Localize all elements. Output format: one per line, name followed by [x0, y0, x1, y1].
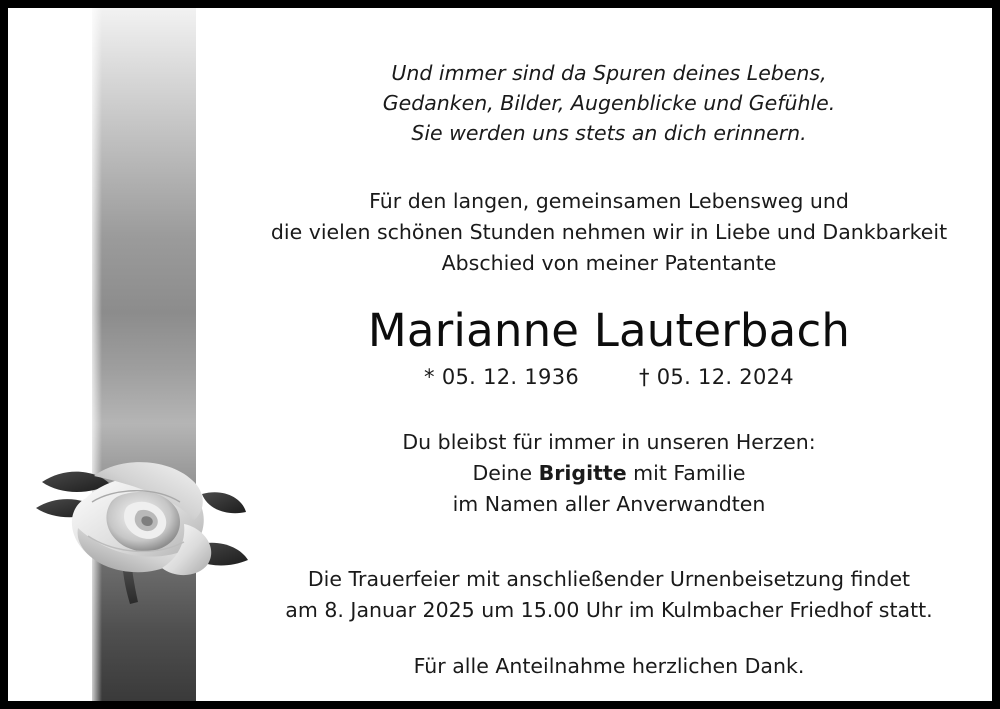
family-line-2	[218, 458, 1000, 489]
thanks-line: Für alle Anteilnahme herzlichen Dank.	[413, 654, 805, 678]
intro-line-3: Abschied von meiner Patentante	[441, 251, 777, 275]
family-line-2-prefix: Deine	[472, 461, 539, 485]
life-dates	[218, 365, 1000, 389]
obituary-text	[218, 8, 1000, 701]
service-block	[218, 564, 1000, 626]
family-line-3: im Namen aller Anverwandten	[452, 492, 766, 516]
service-line-1: Die Trauerfeier mit anschließender Urnenbeisetzung findet	[307, 567, 911, 591]
intro-line-2: die vielen schönen Stunden nehmen wir in Liebe und Dankbarkeit	[270, 220, 948, 244]
deceased-name: Marianne Lauterbach	[367, 304, 851, 357]
intro-line-1: Für den langen, gemeinsamen Lebensweg und	[369, 189, 849, 213]
verse-block	[218, 58, 1000, 148]
death-date: † 05. 12. 2024	[638, 365, 794, 389]
verse-line-1: Und immer sind da Spuren deines Lebens,	[391, 61, 827, 85]
family-line-1: Du bleibst für immer in unseren Herzen:	[402, 430, 816, 454]
service-line-2: am 8. Januar 2025 um 15.00 Uhr im Kulmbacher Friedhof statt.	[285, 598, 933, 622]
birth-date: * 05. 12. 1936	[424, 365, 580, 389]
family-line-2-suffix: mit Familie	[626, 461, 746, 485]
family-member-name: Brigitte	[538, 461, 627, 485]
verse-line-3: Sie werden uns stets an dich erinnern.	[411, 121, 807, 145]
family-block	[218, 427, 1000, 520]
intro-block	[218, 186, 1000, 279]
verse-line-2: Gedanken, Bilder, Augenblicke und Gefühle.	[382, 91, 836, 115]
